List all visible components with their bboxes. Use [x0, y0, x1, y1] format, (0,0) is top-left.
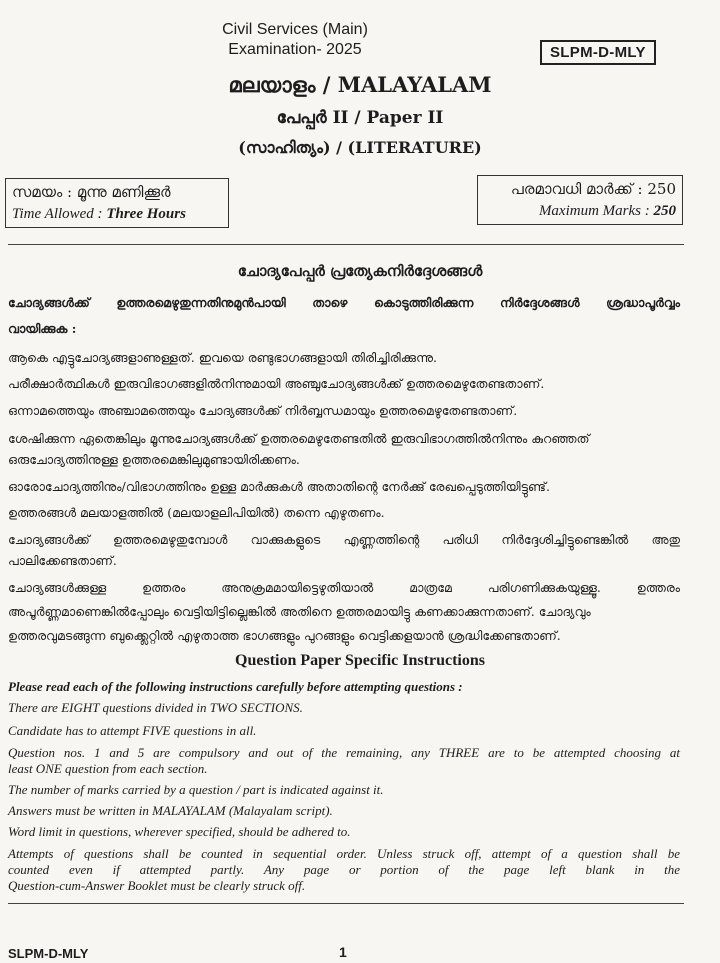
- ml-instruction-6: ഉത്തരങ്ങൾ മലയാളത്തിൽ (മലയാളലിപിയിൽ) തന്നെ എഴുതണം.: [8, 505, 385, 520]
- en-instruction-6: Word limit in questions, wherever specified, should be adhered to.: [8, 824, 351, 839]
- top-divider: [8, 244, 684, 245]
- bottom-divider: [8, 903, 684, 904]
- en-instruction-7c: Question-cum-Answer Booklet must be clearly struck off.: [8, 878, 306, 893]
- subject-title: മലയാളം / MALAYALAM: [228, 72, 492, 97]
- en-instruction-3b: least ONE question from each section.: [8, 761, 208, 776]
- marks-en: [484, 200, 676, 222]
- en-instruction-2: Candidate has to attempt FIVE questions in all.: [8, 723, 257, 738]
- en-instruction-3a: Question nos. 1 and 5 are compulsory and out of the remaining, any THREE are to be attempted choosing at: [8, 745, 680, 760]
- marks-box: [477, 175, 683, 225]
- exam-title: [215, 20, 375, 60]
- marks-value: 250: [653, 203, 676, 219]
- exam-line-1: Civil Services (Main): [222, 21, 368, 38]
- time-value: Three Hours: [106, 206, 186, 222]
- paper-title: പേപ്പർ II / Paper II: [276, 108, 444, 128]
- ml-intro-line-1: ചോദ്യങ്ങൾക്ക് ഉത്തരമെഴുതുന്നതിനുമുൻപായി താഴെ കൊടുത്തിരിക്കുന്ന നിർദ്ദേശങ്ങൾ ശ്രദ്ധാപൂർവ്വം: [8, 295, 680, 310]
- ml-instruction-2: പരീക്ഷാർത്ഥികൾ ഇരുവിഭാഗങ്ങളിൽനിന്നുമായി അഞ്ചുചോദ്യങ്ങൾക്ക് ഉത്തരമെഴുതേണ്ടതാണ്.: [8, 376, 545, 391]
- time-box: [5, 178, 229, 228]
- time-en: [12, 203, 222, 225]
- en-instruction-4: The number of marks carried by a question / part is indicated against it.: [8, 782, 384, 797]
- ml-instructions-heading: ചോദ്യപേപ്പർ പ്രത്യേകനിർദ്ദേശങ്ങൾ: [237, 262, 483, 280]
- time-label: Time Allowed :: [12, 206, 107, 222]
- en-instruction-7a: Attempts of questions shall be counted in sequential order. Unless struck off, attempt of a question shall be: [8, 846, 680, 861]
- en-instructions-heading: Question Paper Specific Instructions: [235, 652, 485, 669]
- exam-line-2: Examination- 2025: [228, 41, 362, 58]
- en-instruction-7b: counted even if attempted partly. Any page or portion of the page left blank in the: [8, 862, 680, 877]
- ml-instruction-7b: പാലിക്കേണ്ടതാണ്.: [8, 553, 117, 568]
- ml-instruction-8c: ഉത്തരവുമടങ്ങുന്ന ബുക്ക്ലെറ്റിൽ എഴുതാത്ത ഭാഗങ്ങളും പുറങ്ങളും വെട്ടിക്കളയാൻ ശ്രദ്ധിക്കേണ്ടതാണ്.: [8, 628, 561, 643]
- paper-code-box: SLPM-D-MLY: [540, 40, 656, 65]
- footer-paper-code: SLPM-D-MLY: [8, 946, 89, 961]
- marks-label: Maximum Marks :: [538, 203, 654, 219]
- ml-instruction-7a: ചോദ്യങ്ങൾക്ക് ഉത്തരമെഴുതുമ്പോൾ വാക്കുകളുടെ എണ്ണത്തിന്റെ പരിധി നിർദ്ദേശിച്ചിട്ടുണ്ടെങ്കിൽ അതു: [8, 532, 680, 547]
- ml-intro-line-2: വായിക്കുക :: [8, 321, 77, 336]
- ml-instruction-4a: ശേഷിക്കുന്ന ഏതെങ്കിലും മൂന്നുചോദ്യങ്ങൾക്ക് ഉത്തരമെഴുതേണ്ടതിൽ ഇരുവിഭാഗത്തിൽനിന്നും കുറഞ്ഞത്: [8, 431, 590, 446]
- en-intro: Please read each of the following instructions carefully before attempting questions :: [8, 679, 463, 694]
- ml-instruction-3: ഒന്നാമത്തെയും അഞ്ചാമത്തെയും ചോദ്യങ്ങൾക്ക് നിർബ്ബന്ധമായും ഉത്തരമെഴുതേണ്ടതാണ്.: [8, 403, 518, 418]
- en-instruction-5: Answers must be written in MALAYALAM (Malayalam script).: [8, 803, 333, 818]
- time-ml: സമയം : മൂന്നു മണിക്കൂർ: [12, 183, 171, 201]
- category-title: (സാഹിത്യം) / (LITERATURE): [238, 138, 482, 157]
- ml-instruction-8b: അപൂർണ്ണമാണെങ്കിൽപ്പോലും വെട്ടിയിട്ടില്ലെങ്കിൽ അതിനെ ഉത്തരമായിട്ടു കണക്കാക്കുന്നതാണ്. ചോദ്യവും: [8, 604, 591, 619]
- en-instruction-1: There are EIGHT questions divided in TWO SECTIONS.: [8, 700, 303, 715]
- ml-instruction-5: ഓരോചോദ്യത്തിനും/വിഭാഗത്തിനും ഉള്ള മാർക്കുകൾ അതാതിന്റെ നേർക്കു് രേഖപ്പെടുത്തിയിട്ടുണ്ട്.: [8, 479, 550, 494]
- ml-instruction-1: ആകെ എട്ടുചോദ്യങ്ങളാണുള്ളത്. ഇവയെ രണ്ടുഭാഗങ്ങളായി തിരിച്ചിരിക്കുന്നു.: [8, 350, 437, 365]
- ml-instruction-4b: ഒരുചോദ്യത്തിനുള്ള ഉത്തരമെങ്കിലുമുണ്ടായിരിക്കണം.: [8, 452, 300, 467]
- ml-instruction-8a: ചോദ്യങ്ങൾക്കുള്ള ഉത്തരം അനുക്രമമായിട്ടെഴുതിയാൽ മാത്രമേ പരിഗണിക്കുകയുള്ളൂ. ഉത്തരം: [8, 580, 680, 595]
- marks-ml: പരമാവധി മാർക്ക് : 250: [510, 180, 676, 198]
- page-number: 1: [339, 944, 347, 960]
